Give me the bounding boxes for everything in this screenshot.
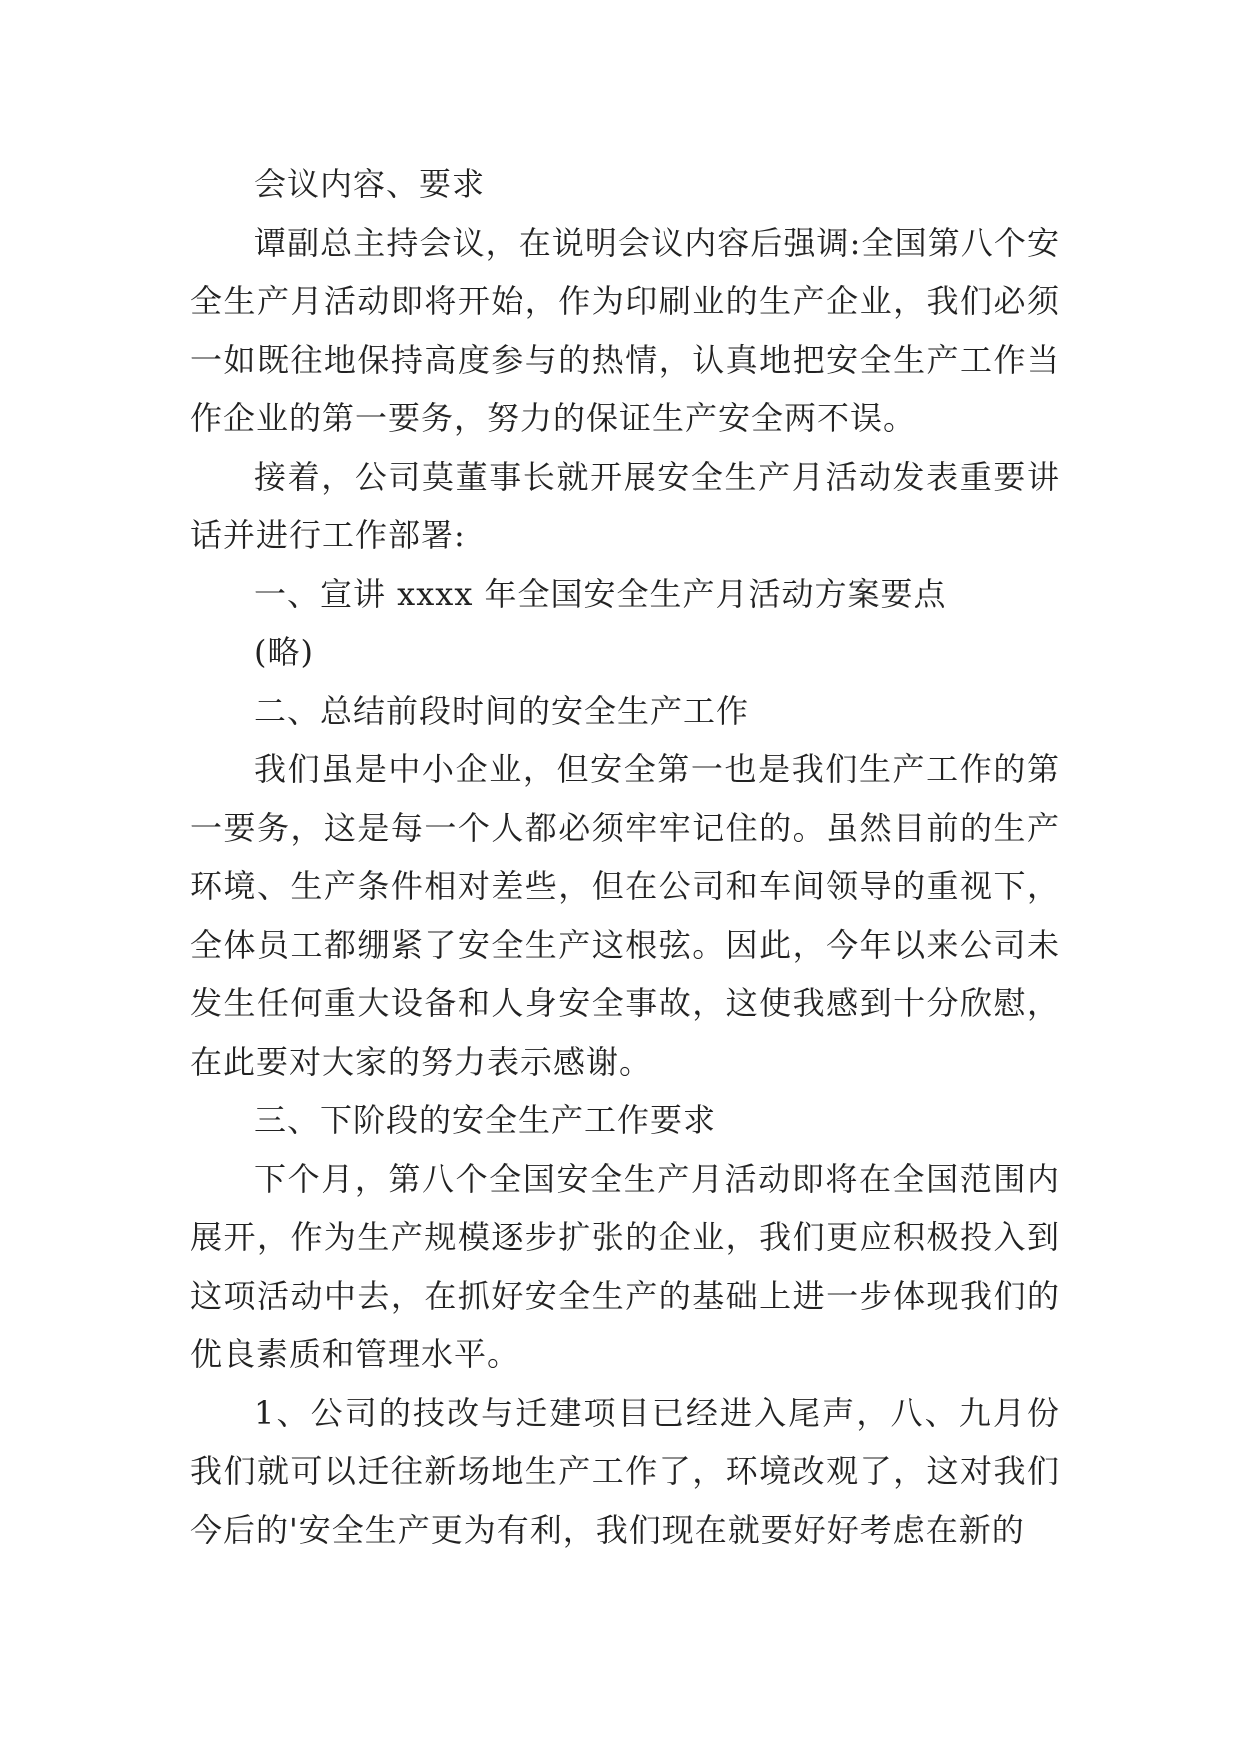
section-heading-meeting-content: 会议内容、要求 xyxy=(254,165,486,203)
document-body xyxy=(190,155,1060,1559)
paragraph-item-1: 1、公司的技改与迁建项目已经进入尾声，八、九月份我们就可以迁往新场地生产工作了，环境改观了，这对我们今后的'安全生产更为有利，我们现在就要好好考虑在新的 xyxy=(190,1393,1060,1549)
paragraph-opening-remarks: 谭副总主持会议，在说明会议内容后强调:全国第八个安全生产月活动即将开始，作为印刷业的生产企业，我们必须一如既往地保持高度参与的热情，认真地把安全生产工作当作企业的第一要务，努力的保证生产安全两不误。 xyxy=(190,223,1060,437)
section-heading-two: 二、总结前段时间的安全生产工作 xyxy=(254,691,750,730)
paragraph-omitted: (略) xyxy=(254,633,314,671)
paragraph-safety-summary: 我们虽是中小企业，但安全第一也是我们生产工作的第一要务，这是每一个人都必须牢牢记住的。虽然目前的生产环境、生产条件相对差些，但在公司和车间领导的重视下，全体员工都绷紧了安全生产这根弦。因此，今年以来公司未发生任何重大设备和人身安全事故，这使我感到十分欣慰，在此要对大家的努力表示感谢。 xyxy=(190,750,1060,1081)
section-heading-three: 三、下阶段的安全生产工作要求 xyxy=(254,1101,717,1139)
paragraph-chairman-speech-intro: 接着，公司莫董事长就开展安全生产月活动发表重要讲话并进行工作部署: xyxy=(190,457,1060,554)
section-heading-one: 一、宣讲 xxxx 年全国安全生产月活动方案要点 xyxy=(254,574,947,613)
paragraph-next-month: 下个月，第八个全国安全生产月活动即将在全国范围内展开，作为生产规模逐步扩张的企业，我们更应积极投入到这项活动中去，在抓好安全生产的基础上进一步体现我们的优良素质和管理水平。 xyxy=(190,1159,1060,1373)
